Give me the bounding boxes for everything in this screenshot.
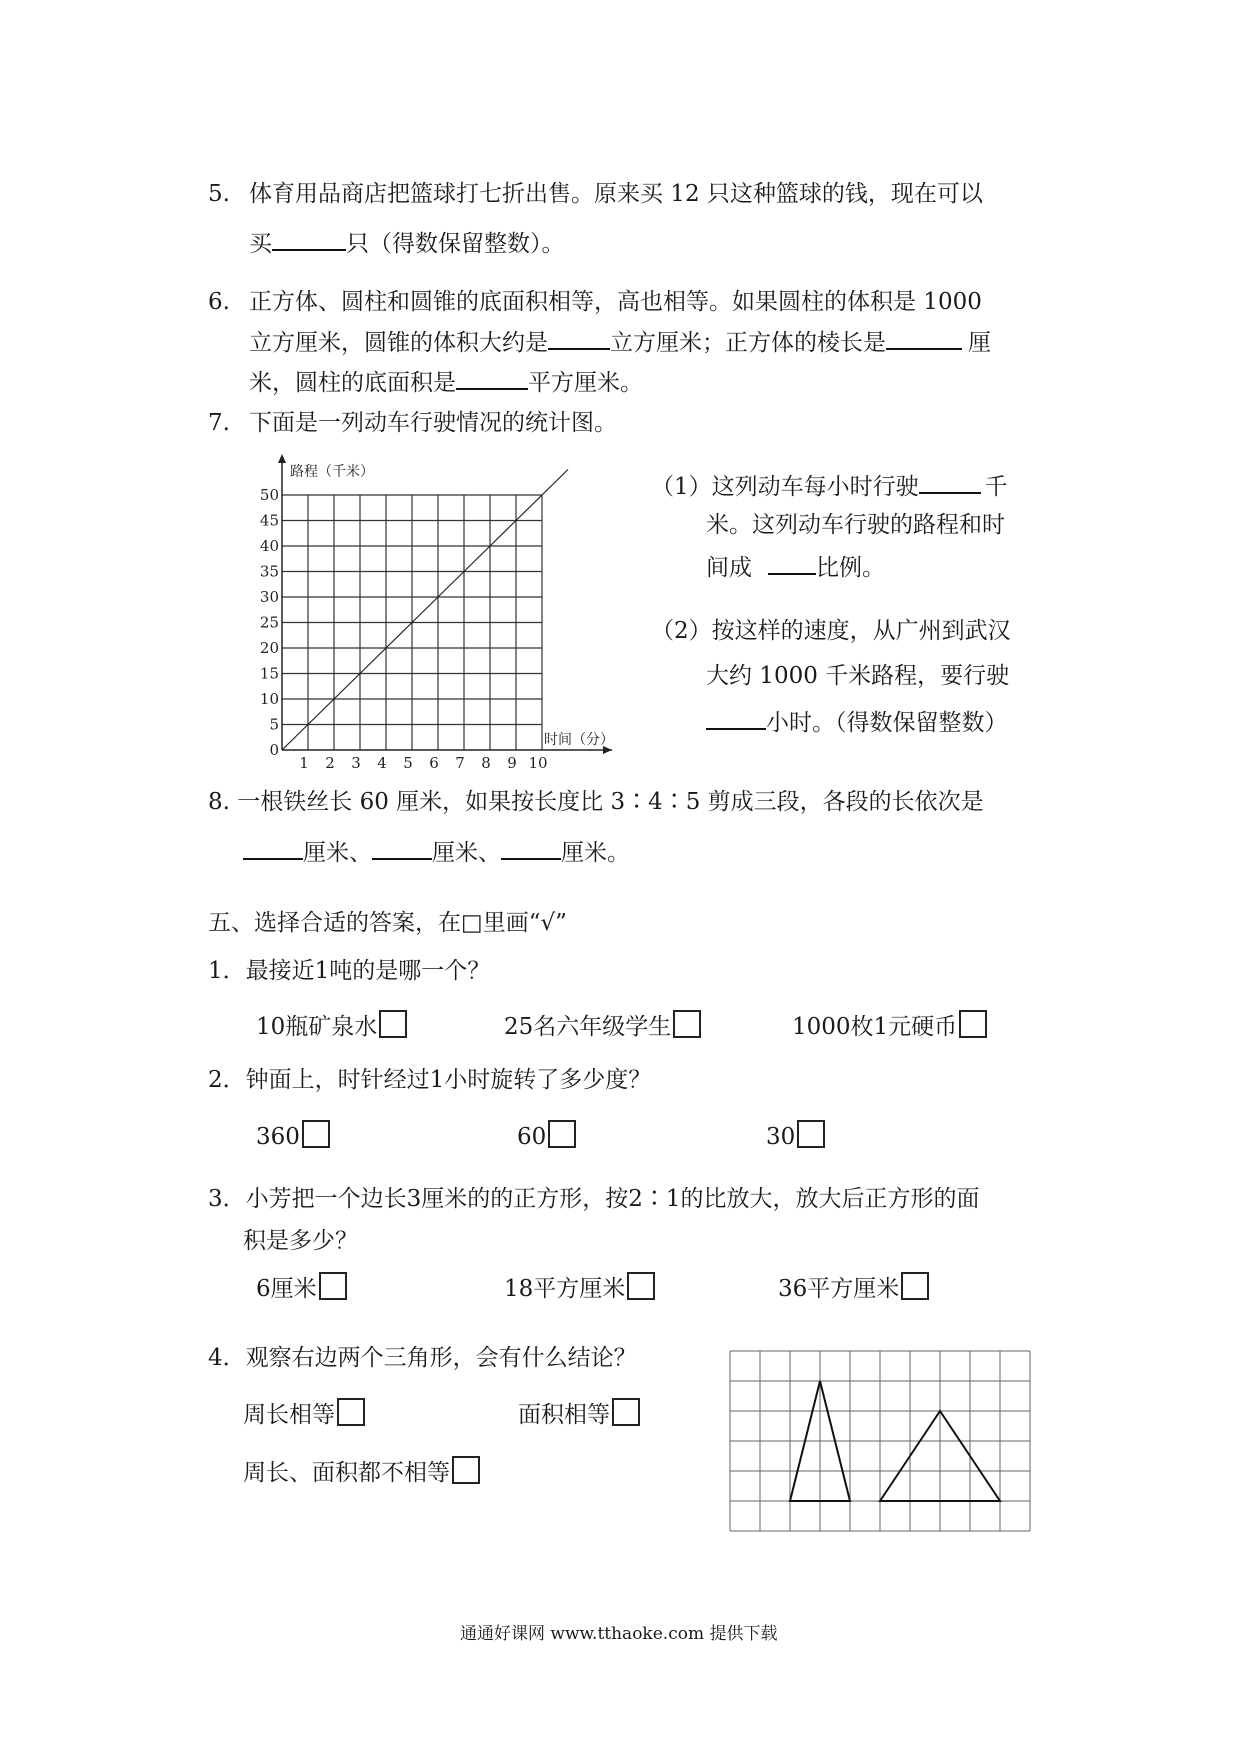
choice4-question: 4．观察右边两个三角形，会有什么结论？ (208, 1345, 637, 1371)
section5-title: 五、选择合适的答案，在□里画“√” (208, 910, 567, 936)
y-axis-arrow (278, 454, 286, 463)
choice3-line2: 积是多少？ (243, 1228, 358, 1254)
q8-unit1: 厘米、 (303, 840, 372, 866)
q5-text-a: 买 (249, 231, 272, 257)
choice1-option-c-label: 1000枚1元硬币 (792, 1014, 958, 1040)
q8-line2 (243, 836, 630, 868)
triangles-grid-figure (730, 1351, 1034, 1533)
q6-text-d: 米，圆柱的底面积是 (249, 370, 456, 396)
q6-number: 6. (208, 289, 230, 315)
choice4-checkbox-c[interactable] (452, 1456, 480, 1484)
footer-text: 通通好课网 www.tthaoke.com 提供下载 (460, 1624, 778, 1644)
y-tick-label: 0 (269, 741, 279, 759)
choice4-option-a-label: 周长相等 (243, 1402, 335, 1428)
q5-answer-blank[interactable] (272, 227, 346, 251)
choice4-checkbox-b[interactable] (612, 1398, 640, 1426)
q7-sub2-text: 小时。（得数保留整数） (766, 710, 1008, 736)
y-tick-label: 15 (259, 664, 279, 683)
choice2-option-c (766, 1120, 825, 1152)
choice4-checkbox-a[interactable] (337, 1398, 365, 1426)
q7-sub2-line1: （2）按这样的速度，从广州到武汉 (651, 618, 1011, 644)
choice2-option-b (517, 1120, 576, 1152)
choice2-checkbox-c[interactable] (797, 1120, 825, 1148)
y-tick-label: 45 (259, 511, 279, 530)
q6-base-area-blank[interactable] (456, 366, 528, 390)
x-tick-label: 3 (351, 754, 361, 772)
train-distance-chart (250, 450, 630, 772)
q7-sub1-text-c: 间成 (706, 555, 752, 581)
x-tick-label: 10 (528, 754, 548, 772)
y-tick-label: 10 (259, 690, 279, 708)
choice2-checkbox-b[interactable] (548, 1120, 576, 1148)
q7-title: 下面是一列动车行驶情况的统计图。 (249, 410, 617, 436)
q7-sub1-text-a: （1）这列动车每小时行驶 (651, 474, 919, 500)
choice2-option-c-label: 30 (766, 1124, 796, 1150)
choice3-option-c (778, 1272, 929, 1304)
choice3-line1: 3．小芳把一个边长3厘米的的正方形，按2∶1的比放大，放大后正方形的面 (208, 1186, 980, 1212)
choice1-checkbox-a[interactable] (379, 1010, 407, 1038)
q6-cone-volume-blank[interactable] (548, 326, 610, 350)
q6-text-e: 平方厘米。 (528, 370, 643, 396)
x-tick-label: 7 (455, 754, 465, 772)
q7-number: 7. (208, 410, 230, 436)
y-tick-label: 40 (259, 537, 279, 555)
choice2-question: 2．钟面上，时针经过1小时旋转了多少度？ (208, 1067, 652, 1093)
x-tick-label: 1 (299, 754, 309, 772)
x-tick-label: 2 (325, 754, 335, 772)
choice3-option-a-label: 6厘米 (256, 1276, 317, 1302)
q7-hours-blank[interactable] (706, 706, 766, 730)
choice3-option-b (504, 1272, 655, 1304)
q7-speed-blank[interactable] (919, 470, 981, 494)
x-tick-label: 5 (403, 754, 413, 772)
y-tick-label: 20 (259, 639, 279, 657)
q7-sub1-line1 (651, 470, 1008, 502)
q5-line2 (249, 227, 565, 259)
q8-unit3: 厘米。 (561, 840, 630, 866)
choice4-option-b (518, 1398, 640, 1430)
choice2-option-a (256, 1120, 330, 1152)
choice2-checkbox-a[interactable] (302, 1120, 330, 1148)
x-axis-label: 时间（分） (544, 732, 614, 748)
choice4-option-a (243, 1398, 365, 1430)
q6-text-a: 立方厘米，圆锥的体积大约是 (249, 330, 548, 356)
choice4-option-c (243, 1456, 480, 1488)
x-tick-label: 8 (481, 754, 491, 772)
series-line (282, 470, 568, 751)
choice3-checkbox-b[interactable] (627, 1272, 655, 1300)
choice1-question: 1．最接近1吨的是哪一个？ (208, 958, 491, 984)
q6-line2 (249, 326, 991, 358)
q7-proportion-blank[interactable] (768, 551, 816, 575)
q8-segment1-blank[interactable] (243, 836, 303, 860)
choice4-option-b-label: 面积相等 (518, 1402, 610, 1428)
choice3-checkbox-a[interactable] (319, 1272, 347, 1300)
y-tick-label: 30 (259, 588, 279, 606)
choice1-option-a-label: 10瓶矿泉水 (256, 1014, 378, 1040)
choice1-checkbox-b[interactable] (673, 1010, 701, 1038)
y-tick-label: 35 (259, 562, 279, 581)
choice3-option-b-label: 18平方厘米 (504, 1276, 626, 1302)
y-tick-label: 5 (269, 715, 279, 734)
y-tick-label: 50 (259, 486, 279, 504)
q6-text-b: 立方厘米；正方体的棱长是 (610, 330, 886, 356)
q7-sub2-line2: 大约 1000 千米路程，要行驶 (706, 663, 1010, 689)
q8-line1: 8. 一根铁丝长 60 厘米，如果按长度比 3∶4∶5 剪成三段，各段的长依次是 (208, 789, 984, 815)
y-axis-label: 路程（千米） (290, 464, 374, 480)
x-tick-label: 4 (377, 754, 387, 772)
q8-segment2-blank[interactable] (372, 836, 432, 860)
choice4-option-c-label: 周长、面积都不相等 (243, 1460, 450, 1486)
q6-line1: 正方体、圆柱和圆锥的底面积相等，高也相等。如果圆柱的体积是 1000 (249, 289, 982, 315)
choice2-option-b-label: 60 (517, 1124, 547, 1150)
choice1-checkbox-c[interactable] (959, 1010, 987, 1038)
q7-sub1-line2: 米。这列动车行驶的路程和时 (706, 512, 1005, 538)
q8-segment3-blank[interactable] (501, 836, 561, 860)
q7-sub1-line3 (706, 551, 885, 583)
choice1-option-b-label: 25名六年级学生 (504, 1014, 672, 1040)
q8-unit2: 厘米、 (432, 840, 501, 866)
y-tick-label: 25 (259, 613, 279, 632)
q6-cube-edge-blank[interactable] (886, 326, 962, 350)
q6-line3 (249, 366, 643, 398)
choice1-option-a (256, 1010, 407, 1042)
q5-text-b: 只（得数保留整数）。 (346, 231, 565, 257)
choice1-option-b (504, 1010, 701, 1042)
x-tick-label: 6 (429, 754, 439, 772)
choice1-option-c (792, 1010, 987, 1042)
q5-number: 5. (208, 181, 230, 207)
q5-line1: 体育用品商店把篮球打七折出售。原来买 12 只这种篮球的钱，现在可以 (249, 181, 983, 207)
q7-sub2-line3 (706, 706, 1008, 738)
choice2-option-a-label: 360 (256, 1124, 300, 1150)
x-tick-label: 9 (507, 754, 517, 772)
choice3-option-c-label: 36平方厘米 (778, 1276, 900, 1302)
choice3-checkbox-c[interactable] (901, 1272, 929, 1300)
q6-text-c: 厘 (968, 330, 991, 356)
q7-sub1-text-d: 比例。 (816, 555, 885, 581)
figure-grid (730, 1351, 1030, 1531)
q7-sub1-text-b: 千 (984, 474, 1008, 500)
choice3-option-a (256, 1272, 347, 1304)
